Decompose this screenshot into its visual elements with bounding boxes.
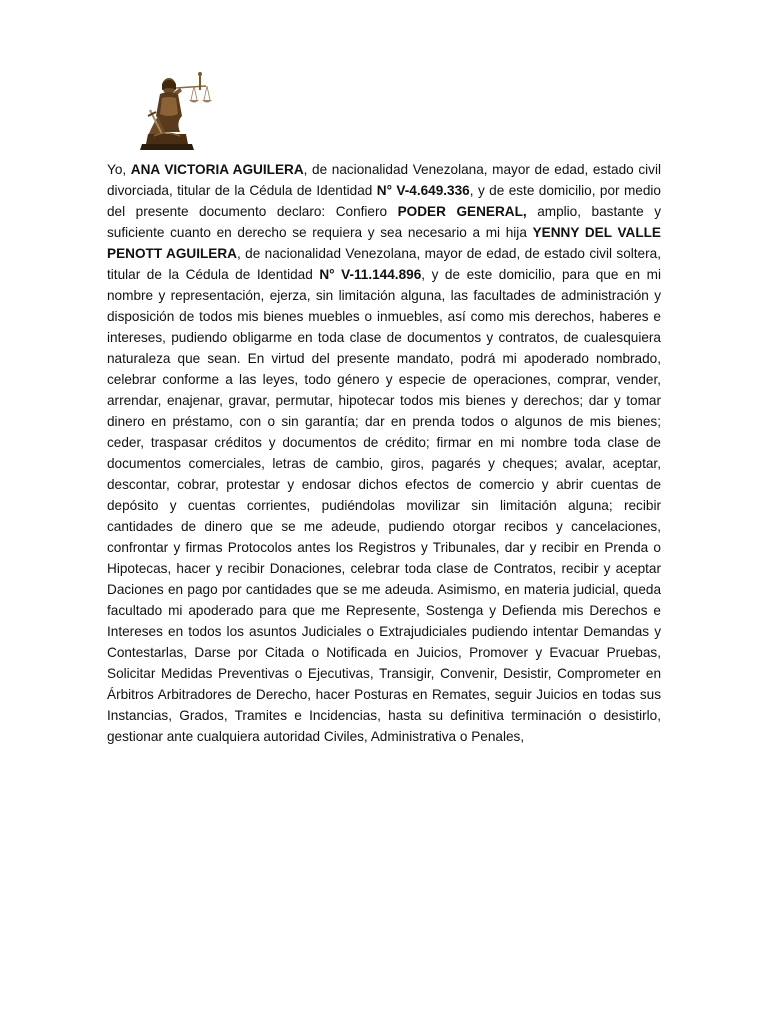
text-run: , y de este domicilio, por medio del presente documento declaro: Confiero [107,183,661,219]
bold-text-run: YENNY DEL VALLE PENOTT AGUILERA [107,225,661,261]
bold-text-run: ANA VICTORIA AGUILERA [130,162,304,177]
text-run: , y de este domicilio, para que en mi nombre y representación, ejerza, sin limitación alguna, las facultades de administración y disposición de todos mis bienes muebles o inmuebles, así como mis derechos, haberes e intereses, pudiendo obligarme en toda clase de documentos y contratos, de cualesquiera naturaleza que sean. En virtud del presente mandato, podrá mi apoderado nombrado, celebrar conforme a las leyes, todo género y especie de operaciones, comprar, vender, arrendar, enajenar, gravar, permutar, hipotecar todos mis bienes y derechos; dar y tomar dinero en préstamo, con o sin garantía; dar en prenda todos o algunos de mis bienes; ceder, traspasar créditos y documentos de crédito; firmar en mi nombre toda clase de documentos comerciales, letras de cambio, giros, pagarés y cheques; avalar, aceptar, descontar, cobrar, protestar y endosar dichos efectos de comercio y abrir cuentas de depósito y cuentas corrientes, pudiéndolas movilizar sin limitación alguna; recibir cantidades de dinero que se me adeude, pudiendo otorgar recibos y cancelaciones, confrontar y firmas Protocolos antes los Registros y Tribunales, dar y recibir en Prenda o Hipotecas, hacer y recibir Donaciones, celebrar toda clase de Contratos, recibir y aceptar Daciones en pago por cantidades que se me adeuda. Asimismo, en materia judicial, queda facultado mi apoderado para que me Represente, Sostenga y Defienda mis Derechos e Intereses en todos los asuntos Judiciales o Extrajudiciales pudiendo intentar Demandas y Contestarlas, Darse por Citada o Notificada en Juicios, Promover y Evacuar Pruebas, Solicitar Medidas Preventivas o Ejecutivas, Transigir, Convenir, Desistir, Comprometer en Árbitros Arbitradores de Derecho, hacer Posturas en Remates, seguir Juicios en todas sus Instancias, Grados, Tramites e Incidencias, hasta su definitiva terminación o desistirlo, gestionar ante cualquiera autoridad Civiles, Administrativa o Penales, [107,267,661,744]
text-run: , de nacionalidad Venezolana, mayor de edad, estado civil divorciada, titular de la Cédula de Identidad [107,162,662,198]
power-of-attorney-paragraph [107,159,661,747]
bold-text-run: PODER GENERAL, [397,204,527,219]
bold-text-run: N° V-4.649.336 [376,183,470,198]
lady-justice-icon [136,70,212,152]
text-run: , de nacionalidad Venezolana, mayor de edad, de estado civil soltera, titular de la Cédula de Identidad [107,246,661,282]
text-run: Yo, [107,162,131,177]
bold-text-run: N° V-11.144.896 [319,267,422,282]
text-run: amplio, bastante y suficiente cuanto en derecho se requiera y sea necesario a mi hija [107,204,661,240]
